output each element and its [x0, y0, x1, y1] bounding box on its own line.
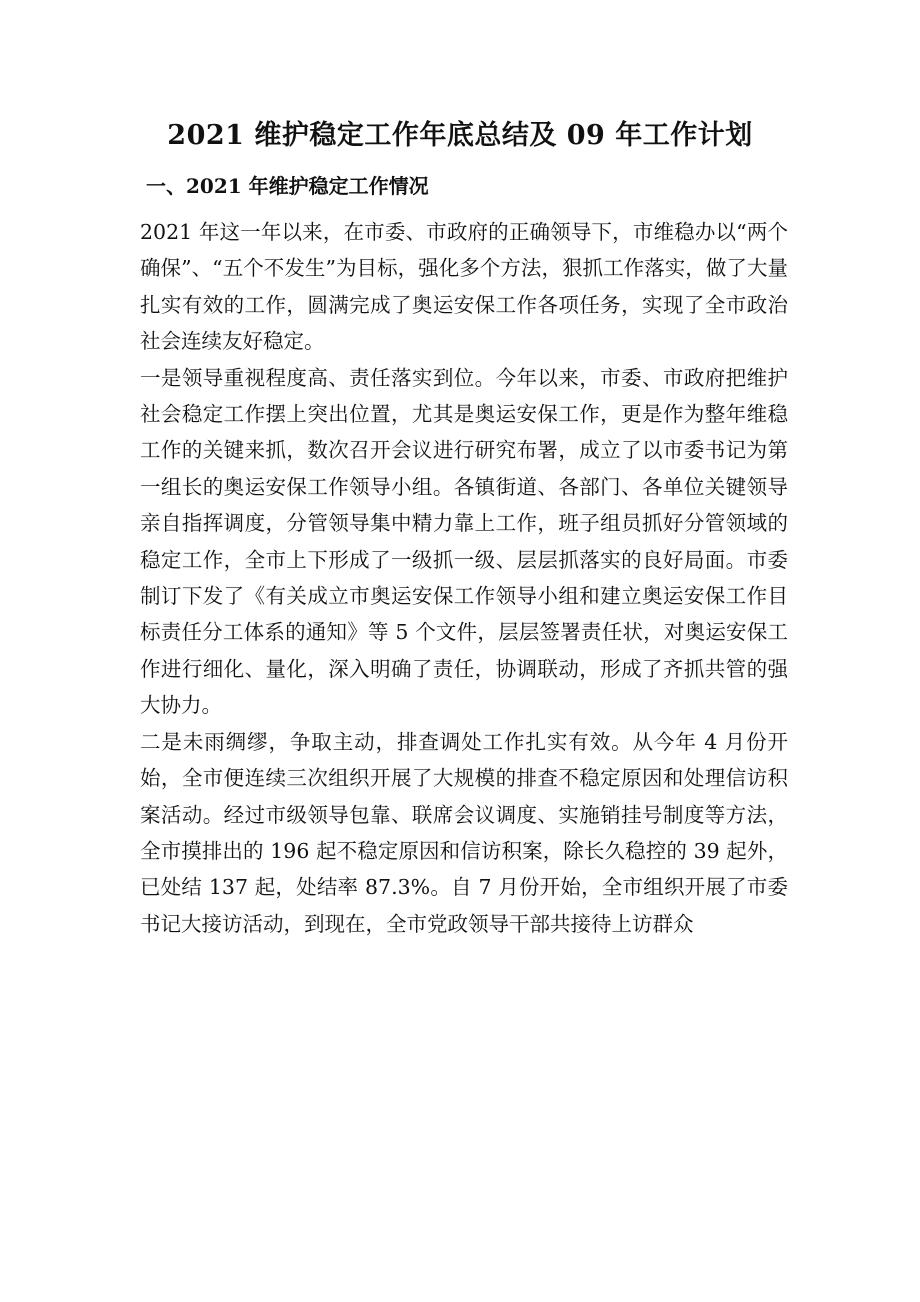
paragraph-investigation: 二是未雨绸缪，争取主动，排查调处工作扎实有效。从今年 4 月份开始，全市便连续三次组织开展了大规模的排查不稳定原因和处理信访积案活动。经过市级领导包靠、联席会议调度、实施销挂号制度等方法，全市摸排出的 196 起不稳定原因和信访积案，除长久稳控的 39 起外，已处结 137 起，处结率 87.3%。自 7 月份开始，全市组织开展了市委书记大接访活动，到现在，全市党政领导干部共接待上访群众: [140, 729, 788, 936]
document-body: [140, 214, 788, 942]
paragraph-leadership: 一是领导重视程度高、责任落实到位。今年以来，市委、市政府把维护社会稳定工作摆上突出位置，尤其是奥运安保工作，更是作为整年维稳工作的关键来抓，数次召开会议进行研究布署，成立了以市委书记为第一组长的奥运安保工作领导小组。各镇街道、各部门、各单位关键领导亲自指挥调度，分管领导集中精力靠上工作，班子组员抓好分管领域的稳定工作，全市上下形成了一级抓一级、层层抓落实的良好局面。市委制订下发了《有关成立市奥运安保工作领导小组和建立奥运安保工作目标责任分工体系的通知》等 5 个文件，层层签署责任状，对奥运安保工作进行细化、量化，深入明确了责任，协调联动，形成了齐抓共管的强大协力。: [140, 365, 788, 718]
document-title: 2021 维护稳定工作年底总结及 09 年工作计划: [167, 120, 753, 151]
paragraph-overview: 2021 年这一年以来，在市委、市政府的正确领导下，市维稳办以“两个确保”、“五个不发生”为目标，强化多个方法，狠抓工作落实，做了大量扎实有效的工作，圆满完成了奥运安保工作各项任务，实现了全市政治社会连续友好稳定。: [140, 220, 788, 354]
section-heading: 一、2021 年维护稳定工作情况: [146, 174, 429, 198]
